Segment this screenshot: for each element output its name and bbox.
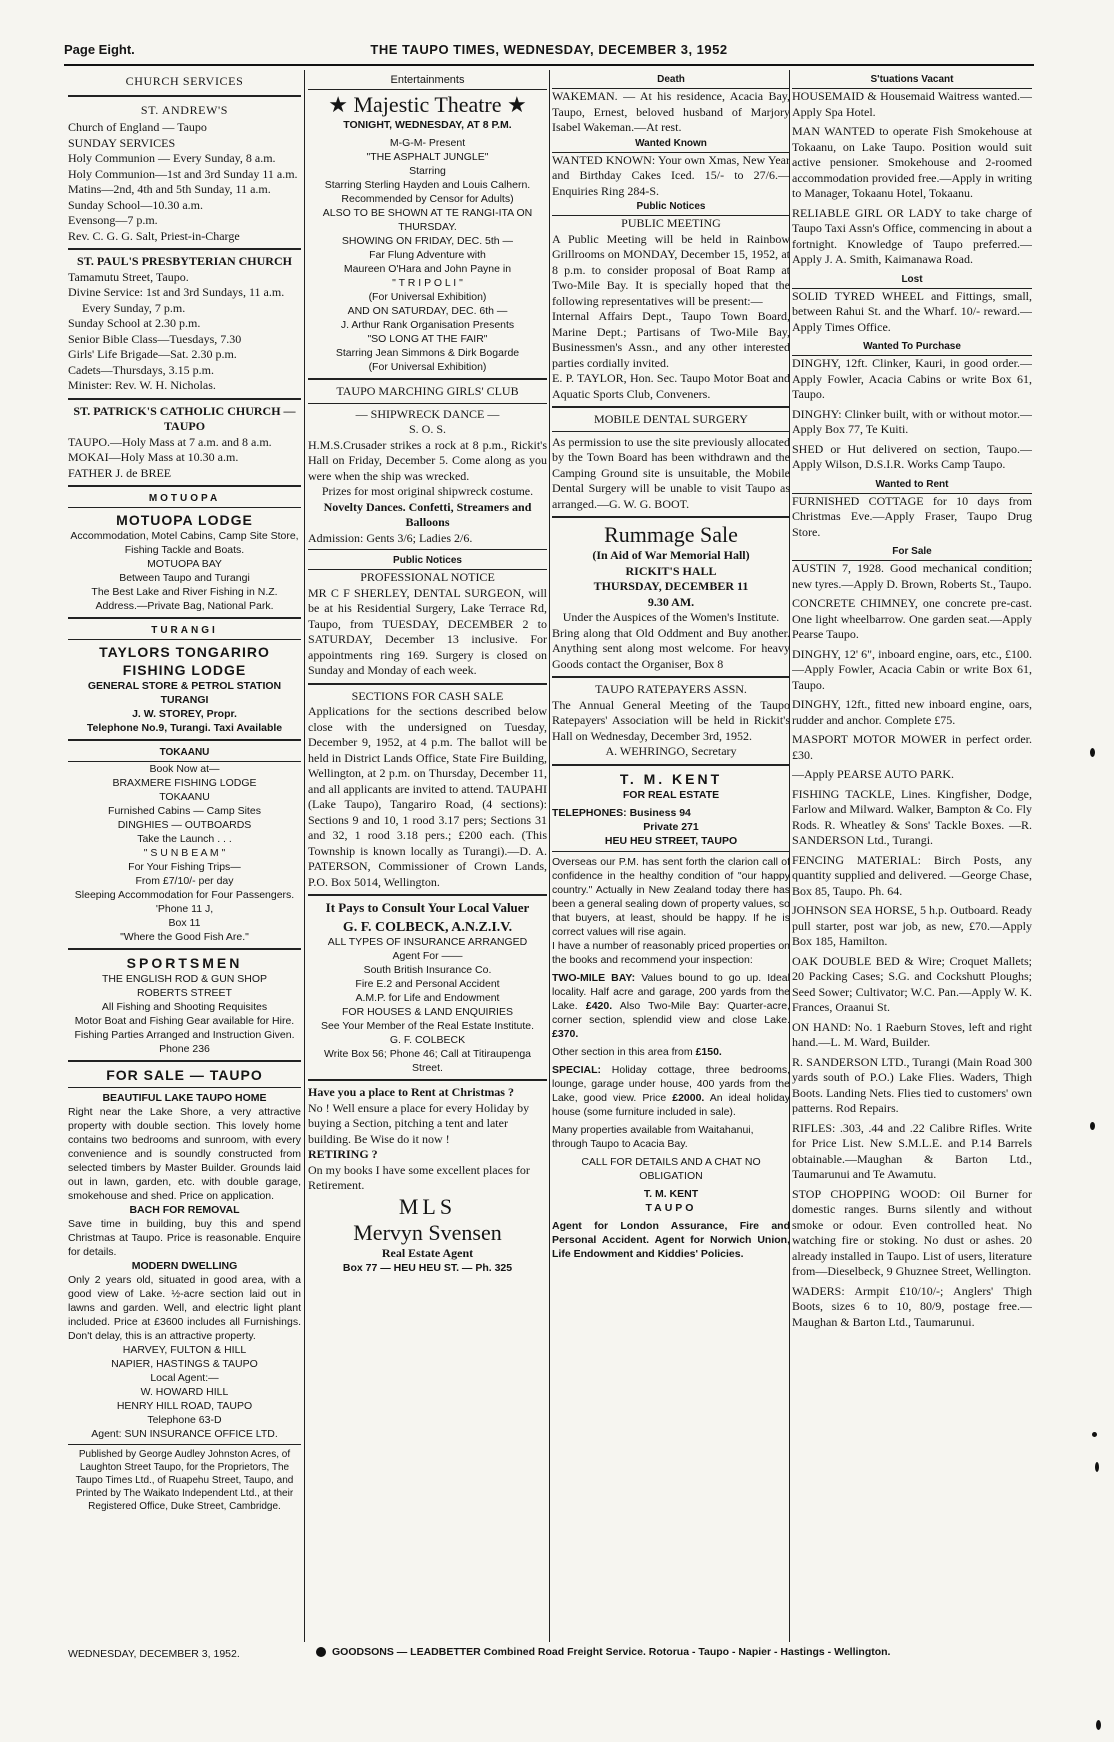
situations-vacant-heading: S'tuations Vacant (792, 72, 1032, 89)
line-item: THE ENGLISH ROD & GUN SHOP (101, 973, 268, 985)
meeting-signature: E. P. TAYLOR, Hon. Sec. Taupo Motor Boat and Aquatic Sports Club, Conveners. (552, 371, 790, 401)
twomile-listing: TWO-MILE BAY: Values bound to go up. Ideal locality. Half acre and garage, 200 yards from the Lake. £420. Also Two-Mile Bay: Quarter-acre, corner section, splendid view and close Lake. £370. (552, 971, 790, 1040)
shipwreck-text: H.M.S.Crusader strikes a rock at 8 p.m., Rickit's Hall on Friday, December 5. Come along as you were when the ship was wrecked. (308, 437, 547, 483)
line-item: (For Universal Exhibition) (368, 291, 487, 303)
line-item: Far Flung Adventure with (369, 249, 486, 261)
line-item: All Fishing and Shooting Requisites (101, 1001, 268, 1013)
line-item: Tamamutu Street, Taupo. (68, 269, 189, 284)
margin-mark (1090, 748, 1095, 757)
svensen-contact: Box 77 — HEU HEU ST. — Ph. 325 (342, 1262, 513, 1274)
line-item: MOTUOPA BAY (147, 558, 222, 570)
entertainments-heading: Entertainments (308, 72, 547, 90)
rummage-text-2: Bring along that Old Oddment and Buy another. Anything sent along most welcome. For heavy Goods contact the Organiser, Box 8 (552, 625, 790, 671)
line-item: CONCRETE CHIMNEY, one concrete pre-cast. One light wheelbarrow. One garden seat.—Apply Pearse Taupo. (792, 596, 1032, 641)
meeting-text-2: Internal Affairs Dept., Taupo Town Board, Marine Dept.; Partisans of Two-Mile Bay, Businessmen's Assn., and any other interested parties cordially invited. (552, 309, 790, 370)
call-for-details: CALL FOR DETAILS AND A CHAT NO OBLIGATION (581, 1155, 761, 1182)
line-item: Box 11 (168, 917, 201, 929)
line-item: ROBERTS STREET (137, 987, 232, 999)
kent-address: HEU HEU STREET, TAUPO (604, 834, 738, 847)
real-estate-agent: Real Estate Agent (381, 1245, 474, 1260)
rummage-sale-title: Rummage Sale (604, 522, 738, 547)
line-item: Write Box 56; Phone 46; Call at Titiraupenga Street. (323, 1048, 531, 1074)
line-item: J. Arthur Rank Organisation Presents (340, 319, 515, 331)
ratepayers-signature: A. WEHRINGO, Secretary (605, 744, 737, 758)
line-item: (For Universal Exhibition) (368, 361, 487, 373)
line-item: OAK DOUBLE BED & Wire; Croquet Mallets; 20 Packing Cases; S.G. and Cockshutt Ploughs; Seed Sower; Cultivator; W.C. Pan.—Apply W. K. Frances, Oraanui St. (792, 953, 1032, 1014)
line-item: DINGHY, 12ft. Clinker, Kauri, in good order.—Apply Fowler, Acacia Cabins or write Box 61, Taupo. (792, 356, 1032, 401)
kent-subtitle: FOR REAL ESTATE (622, 788, 720, 801)
tokaanu-listing (68, 762, 301, 944)
modern-text: Only 2 years old, situated in good area, with a good view of Lake. ½-acre section laid out in lawns and garden. Well, and electric light plant included. Price at £3600 includes all Furnishings. Don't delay, this is an attractive property. (68, 1274, 301, 1342)
movie-listing-2 (308, 248, 547, 374)
st-patricks-listing (68, 435, 301, 482)
line-item: —Apply PEARSE AUTO PARK. (792, 767, 955, 781)
motuopa-listing (68, 529, 301, 613)
bach-title: BACH FOR REMOVAL (129, 1204, 240, 1216)
purchase-ads (792, 356, 1032, 473)
sections-text: Applications for the sections described below close with the undersigned on Tuesday, December 9, 1952, at 4 p.m. The ballot will be held in District Lands Office, State Fire Building, Wellington, at 2 p.m. on Thursday, December 11, and all applicants are invited to attend. TAUPAHI (Lake Taupo), Tangariro Road, (4 sections): Sections 9 and 10, 1 rood 3.17 pers; Sections 31 and 32, 1 rood 3.18 pers.; £200 each. (This Township is known locally as Turangi).—D. A. PATERSON, Commissioner of Crown Lands, P.O. Box 5014, Wellington. (308, 704, 547, 889)
taylors-listing (68, 679, 301, 735)
line-item: Telephone No.9, Turangi. Taxi Available (86, 722, 283, 734)
line-item: "Where the Good Fish Are." (120, 931, 249, 943)
meeting-text: A Public Meeting will be held in Rainbow Grillrooms on MONDAY, December 15, 1952, at 8 p.m. to consider proposal of Boat Ramp at Two-Mile Bay. It is specially hoped that the following representatives will be present:— (552, 231, 790, 308)
column-divider (549, 70, 550, 1642)
line-item: ALL TYPES OF INSURANCE ARRANGED (327, 936, 528, 948)
line-item: J. W. STOREY, Propr. (132, 708, 237, 720)
line-item: Church of England — Taupo (68, 120, 207, 134)
line-item: Matins—2nd, 4th and 5th Sunday, 11 a.m. (68, 182, 271, 196)
home-text: Right near the Lake Shore, a very attractive property with double section. This lovely home contains two bedrooms and sunroom, with every convenience and is soundly constructed from selected timbers by Master Builder. Grounds laid out in lawn, garden, etc. with double garage, smokehouse and shed. Price on application. (68, 1106, 301, 1202)
column-3 (552, 72, 790, 1638)
line-item: Starring Jean Simmons & Dirk Bogarde (335, 347, 520, 359)
turangi-heading: TURANGI (68, 623, 301, 640)
line-item: Motor Boat and Fishing Gear available for Hire. Fishing Parties Arranged and Instruction Given. (74, 1015, 295, 1041)
marching-girls-title: TAUPO MARCHING GIRLS' CLUB (336, 384, 519, 398)
line-item: (In Aid of War Memorial Hall) (592, 548, 750, 562)
column-2 (308, 72, 547, 1638)
line-item: Book Now at— (149, 763, 220, 775)
line-item: " S U N B E A M " (143, 847, 226, 859)
place-text: No ! Well ensure a place for every Holiday by buying a Section, pitching a tent and later building. Be Wise do it now ! (308, 1100, 530, 1146)
page-number: Page Eight. (64, 42, 135, 57)
tokaanu-heading: TOKAANU (68, 745, 301, 762)
sportsmen-listing (68, 972, 301, 1056)
line-item: Between Taupo and Turangi (119, 572, 250, 584)
column-1 (68, 72, 301, 1638)
death-heading: Death (552, 72, 790, 89)
line-item: HENRY HILL ROAD, TAUPO (116, 1400, 253, 1412)
line-item: FENCING MATERIAL: Birch Posts, any quantity supplied and delivered. —George Chase, Box 85, Taupo. Ph. 64. (792, 852, 1032, 898)
line-item: Maureen O'Hara and John Payne in (343, 263, 512, 275)
lost-ad: SOLID TYRED WHEEL and Fittings, small, between Rahui St. and the Wharf. 10/- reward.—Apply Times Office. (792, 288, 1032, 334)
movie-listing-1 (308, 136, 547, 248)
modern-title: MODERN DWELLING (131, 1260, 238, 1272)
line-item: See Your Member of the Real Estate Institute. (320, 1020, 535, 1032)
shipwreck-dance: — SHIPWRECK DANCE — (355, 406, 500, 421)
line-item: Starring Sterling Hayden and Louis Calhern. (324, 179, 531, 191)
kent-telephones: TELEPHONES: Business 94 (552, 806, 691, 819)
line-item: AUSTIN 7, 1928. Good mechanical condition; new tyres.—Apply D. Brown, Roberts St., Taupo. (792, 561, 1032, 591)
line-item: Agent: SUN INSURANCE OFFICE LTD. (91, 1428, 278, 1440)
sportsmen-title: SPORTSMEN (126, 955, 243, 971)
column-4 (792, 72, 1032, 1638)
ratepayers-title: TAUPO RATEPAYERS ASSN. (595, 682, 747, 696)
tonight-line: TONIGHT, WEDNESDAY, AT 8 P.M. (343, 119, 512, 131)
line-item: WADERS: Armpit £10/10/-; Anglers' Thigh Boots, sizes 6 to 10, 80/9, postage free.—Maughan & Barton Ltd., Taumarunui. (792, 1283, 1032, 1329)
st-pauls-listing (68, 270, 301, 394)
motuopa-lodge-title: MOTUOPA LODGE (116, 512, 253, 528)
sherley-notice: MR C F SHERLEY, DENTAL SURGEON, will be at his Residential Surgery, Lake Terrace Rd, Taupo, from TUESDAY, DECEMBER 2 to SATURDAY, December 13 inclusive. For appointments ring 169. Surgery is closed on Sunday and Monday of each week. (308, 585, 547, 677)
line-item: Holy Communion — Every Sunday, 8 a.m. (68, 151, 276, 165)
line-item: South British Insurance Co. (363, 964, 492, 976)
column-divider (304, 70, 305, 1642)
line-item: HARVEY, FULTON & HILL (122, 1344, 247, 1356)
public-notices-heading-2: Public Notices (552, 199, 790, 216)
line-item: FISHING TACKLE, Lines. Kingfisher, Dodge, Farlow and Milward. Walker, Bampton & Co. Fly Rods. R. Wheatley & Sons' Tackle Boxes. —R. SANDERSON Ltd., Turangi. (792, 786, 1032, 847)
line-item: Fire E.2 and Personal Accident (355, 978, 500, 990)
kent-signature: T. M. KENT (643, 1187, 699, 1200)
masthead (64, 36, 1034, 66)
line-item: Accommodation, Motel Cabins, Camp Site Store, Fishing Tackle and Boats. (70, 530, 299, 556)
line-item: "SO LONG AT THE FAIR" (367, 333, 488, 345)
special-listing: SPECIAL: Holiday cottage, three bedrooms, lounge, garage under house, 400 yards from the Lake, good view. Price £2000. An ideal holiday house (some furniture included in sale). (552, 1063, 790, 1118)
line-item: Sleeping Accommodation for Four Passengers. (74, 889, 295, 901)
wanted-known-text: WANTED KNOWN: Your own Xmas, New Year and Birthday Cakes Iced. 15/- to 27/6.—Enquiries Ring 284-S. (552, 152, 790, 198)
majestic-theatre-title: ★ Majestic Theatre ★ (328, 92, 527, 117)
line-item: Local Agent:— (150, 1372, 219, 1384)
line-item: DINGHY: Clinker built, with or without motor.—Apply Box 77, Te Kuiti. (792, 406, 1032, 436)
situations-ads (792, 89, 1032, 268)
line-item: HOUSEMAID & Housemaid Waitress wanted.—Apply Spa Hotel. (792, 89, 1032, 119)
public-meeting-title: PUBLIC MEETING (621, 216, 721, 230)
retiring-text: On my books I have some excellent places for Retirement. (308, 1162, 530, 1192)
for-sale-heading: For Sale (792, 544, 1032, 561)
sections-title: SECTIONS FOR CASH SALE (351, 688, 504, 703)
colbeck-title: G. F. COLBECK, A.N.Z.I.V. (342, 919, 513, 935)
line-item: RICKIT'S HALL (625, 563, 717, 578)
margin-mark (1090, 1122, 1095, 1130)
line-item: 'Phone 11 J, (155, 903, 214, 915)
line-item: Evensong—7 p.m. (68, 213, 158, 227)
line-item: MAN WANTED to operate Fish Smokehouse at Tokaanu, on Lake Taupo. Position would suit active pensioner. Smokehouse and 2-roomed accommodation provided free.—Apply in writing to Manager, Tokaanu Hotel, Tokaanu. (792, 124, 1032, 200)
line-item: " T R I P O L I " (392, 277, 463, 289)
novelty-text: Novelty Dances. Confetti, Streamers and Balloons (323, 499, 532, 529)
sos-line: S. O. S. (408, 422, 446, 436)
line-item: Address.—Private Bag, National Park. (95, 600, 274, 612)
death-notice: WAKEMAN. — At his residence, Acacia Bay, Taupo, Ernest, beloved husband of Marjory Isabel Wakeman.—At rest. (552, 89, 790, 134)
line-item: Holy Communion—1st and 3rd Sunday 11 a.m. (68, 166, 298, 181)
line-item: Divine Service: 1st and 3rd Sundays, 11 a.m. Every Sunday, 7 p.m. (68, 285, 285, 315)
retiring-title: RETIRING ? (308, 1147, 378, 1161)
line-item: SHED or Hut delivered on section, Taupo.—Apply Wilson, D.S.I.R. Works Camp Taupo. (792, 441, 1032, 471)
line-item: Senior Bible Class—Tuesdays, 7.30 (68, 331, 242, 346)
prizes-text: Prizes for most original shipwreck costume. (321, 484, 534, 498)
line-item: TAUPO.—Holy Mass at 7 a.m. and 8 a.m. (68, 434, 272, 449)
wanted-to-purchase-heading: Wanted To Purchase (792, 339, 1032, 356)
line-item: THURSDAY, DECEMBER 11 (593, 579, 749, 593)
consult-title: It Pays to Consult Your Local Valuer (325, 900, 530, 915)
line-item: Cadets—Thursdays, 3.15 p.m. (68, 362, 214, 377)
colbeck-listing (308, 935, 547, 1075)
bach-text: Save time in building, buy this and spend Christmas at Taupo. Price is reasonable. Enquire for details. (68, 1218, 301, 1258)
line-item: JOHNSON SEA HORSE, 5 h.p. Outboard. Ready pull starter, post war job, as new, £70.—Apply Box 185, Hamilton. (792, 903, 1032, 948)
line-item: FOR HOUSES & LAND ENQUIRIES (342, 1006, 513, 1018)
line-item: R. SANDERSON LTD., Turangi (Main Road 300 yards south of P.O.) Lake Flies. Waders, Thigh Boots. Landing Nets. Flies tied to customers' own patterns. Rod Repairs. (792, 1054, 1032, 1115)
line-item: TOKAANU (159, 791, 210, 803)
line-item: Furnished Cabins — Camp Sites (108, 805, 261, 817)
kent-agent-text: Agent for London Assurance, Fire and Personal Accident. Agent for Norwich Union, Life Endowment and Kiddies' Policies. (552, 1219, 790, 1260)
line-item: GENERAL STORE & PETROL STATION (87, 680, 282, 692)
star-icon: ★ (501, 92, 527, 117)
mobile-dental-title: MOBILE DENTAL SURGERY (594, 412, 748, 426)
other-section: Other section in this area from £150. (552, 1045, 722, 1058)
line-item: Minister: Rev. W. H. Nicholas. (68, 378, 216, 392)
bullet-icon (316, 1647, 326, 1657)
kent-private: Private 271 (643, 820, 699, 833)
place-title: Have you a place to Rent at Christmas ? (308, 1085, 514, 1099)
star-icon: ★ (328, 92, 354, 117)
line-item: Girls' Life Brigade—Sat. 2.30 p.m. (68, 347, 237, 361)
st-pauls-heading: ST. PAUL'S PRESBYTERIAN CHURCH (77, 254, 292, 268)
newspaper-title: THE TAUPO TIMES, WEDNESDAY, DECEMBER 3, 1952 (370, 42, 728, 57)
line-item: TURANGI (160, 694, 209, 706)
line-item: Agent For —— (392, 950, 463, 962)
line-item: DINGHY, 12' 6", inboard engine, oars, etc., £100.—Apply Fowler, Acacia Cabin or write Box 61, Taupo. (792, 646, 1032, 692)
sale-ads (792, 561, 1032, 1330)
kent-signature-2: TAUPO (645, 1201, 697, 1214)
line-item: Rev. C. G. G. Salt, Priest-in-Charge (68, 228, 240, 243)
line-item: RIFLES: .303, .44 and .22 Calibre Rifles. Write for Price List. New S.M.L.E. and P.14 Barrels obtainable.—Maughan & Barton Ltd., Taumarunui and Te Awamutu. (792, 1120, 1032, 1181)
line-item: Sunday School at 2.30 p.m. (68, 316, 201, 330)
home-title: BEAUTIFUL LAKE TAUPO HOME (102, 1092, 267, 1104)
line-item: MOKAI—Holy Mass at 10.30 a.m. (68, 450, 239, 464)
admission-text: Admission: Gents 3/6; Ladies 2/6. (308, 530, 473, 545)
line-item: G. F. COLBECK (389, 1034, 466, 1046)
line-item: DINGHY, 12ft., fitted new inboard engine, oars, rudder and anchor. Complete £75. (792, 697, 1032, 727)
line-item: Take the Launch . . . (137, 833, 232, 845)
line-item: The Best Lake and River Fishing in N.Z. (91, 586, 278, 598)
rummage-listing (552, 548, 790, 610)
svensen-name: Mervyn Svensen (353, 1219, 502, 1245)
line-item: BRAXMERE FISHING LODGE (112, 777, 257, 789)
lost-heading: Lost (792, 272, 1032, 289)
dateline: WEDNESDAY, DECEMBER 3, 1952. (68, 1648, 240, 1660)
footer-banner: GOODSONS — LEADBETTER Combined Road Freight Service. Rotorua - Taupo - Napier - Hastings - Wellington. (316, 1646, 1032, 1658)
kent-text-2: I have a number of reasonably priced properties on the books and recommend your inspection: (552, 939, 790, 966)
line-item: M-G-M- Present (389, 137, 466, 149)
publisher-imprint: Published by George Audley Johnston Acres, of Laughton Street Taupo, for the Proprietors, The Taupo Times Ltd., of Ruapehu Street, Taupo, and Printed by The Waikato Independent Ltd., at their Registered Office, Duke Street, Cambridge. (75, 1449, 294, 1512)
line-item: 9.30 AM. (647, 594, 695, 609)
mls-logo: MLS (398, 1193, 457, 1219)
margin-mark (1092, 1432, 1097, 1437)
line-item: RELIABLE GIRL OR LADY to take charge of Taupo Taxi Assn's Office, commencing in about a fortnight. Knowledge of Taupo preferred.—Apply J. A. Smith, Kaimanawa Road. (792, 205, 1032, 266)
line-item: W. HOWARD HILL (140, 1386, 229, 1398)
line-item: Sunday School—10.30 a.m. (68, 197, 203, 212)
st-patricks-heading: ST. PATRICK'S CATHOLIC CHURCH — TAUPO (73, 403, 296, 433)
for-sale-taupo-title: FOR SALE — TAUPO (106, 1067, 263, 1083)
line-item: DINGHIES — OUTBOARDS (117, 819, 252, 831)
professional-notice-title: PROFESSIONAL NOTICE (360, 570, 495, 584)
kent-title: T. M. KENT (619, 770, 723, 787)
line-item: MASPORT MOTOR MOWER in perfect order. £30. (792, 732, 1032, 762)
ratepayers-text: The Annual General Meeting of the Taupo Ratepayers' Association will be held in Rickit's Hall on Wednesday, December 3rd, 1952. (552, 697, 790, 743)
line-item: ALSO TO BE SHOWN AT TE RANGI-ITA ON THURSDAY. (322, 207, 533, 233)
st-andrews-heading: ST. ANDREW'S (140, 103, 229, 117)
rummage-text: Under the Auspices of the Women's Institute. (562, 610, 780, 624)
line-item: SHOWING ON FRIDAY, DEC. 5th — (341, 235, 514, 247)
line-item: AND ON SATURDAY, DEC. 6th — (347, 305, 508, 317)
wanted-to-rent-heading: Wanted to Rent (792, 477, 1032, 494)
line-item: NAPIER, HASTINGS & TAUPO (111, 1358, 258, 1370)
rent-ad: FURNISHED COTTAGE for 10 days from Christmas Eve.—Apply Fraser, Taupo Drug Store. (792, 493, 1032, 539)
line-item: Starring (409, 165, 446, 177)
line-item: FATHER J. de BREE (68, 465, 172, 480)
line-item: Recommended by Censor for Adults) (341, 193, 514, 205)
margin-mark (1096, 1720, 1101, 1730)
line-item: SUNDAY SERVICES (68, 135, 176, 150)
taylors-lodge-title: TAYLORS TONGARIRO FISHING LODGE (99, 644, 270, 678)
line-item: Telephone 63-D (147, 1414, 222, 1426)
line-item: From £7/10/- per day (135, 875, 234, 887)
line-item: STOP CHOPPING WOOD: Oil Burner for domestic ranges. Burns silently and without smoke or odour. Even controlled heat. No watching fire or stoking. No dust or ashes. 20 already installed in Taupo. List of users, literature from—Dieselbeck, 9 Ghuznee Street, Wellington. (792, 1186, 1032, 1278)
st-andrews-listing (68, 120, 301, 244)
margin-mark (1095, 1462, 1099, 1472)
agents-listing (68, 1343, 301, 1441)
line-item: ON HAND: No. 1 Raeburn Stoves, left and right hand.—L. M. Ward, Builder. (792, 1019, 1032, 1049)
wanted-known-heading: Wanted Known (552, 136, 790, 153)
church-services-heading: CHURCH SERVICES (125, 74, 244, 88)
kent-text: Overseas our P.M. has sent forth the clarion call of confidence in the healthy condition of "our happy country." Actually in New Zealand today there has been a general sealing down of property values, so that buyers, at least, should be happy. If he is correct values will rise again. (552, 855, 790, 938)
many-properties: Many properties available from Waitahanui, through Taupo to Acacia Bay. (552, 1123, 754, 1150)
public-notices-heading: Public Notices (308, 553, 547, 570)
line-item: For Your Fishing Trips— (128, 861, 241, 873)
line-item: "THE ASPHALT JUNGLE" (366, 151, 489, 163)
mobile-dental-text: As permission to use the site previously allocated by the Town Board has been withdrawn and the Camping Ground site is unsuitable, the Mobile Dental Surgery will be unable to visit Taupo as arranged.—G. W. G. BOOT. (552, 434, 790, 511)
line-item: Phone 236 (159, 1043, 210, 1055)
line-item: A.M.P. for Life and Endowment (355, 992, 500, 1004)
motuopa-heading: MOTUOPA (68, 491, 301, 508)
